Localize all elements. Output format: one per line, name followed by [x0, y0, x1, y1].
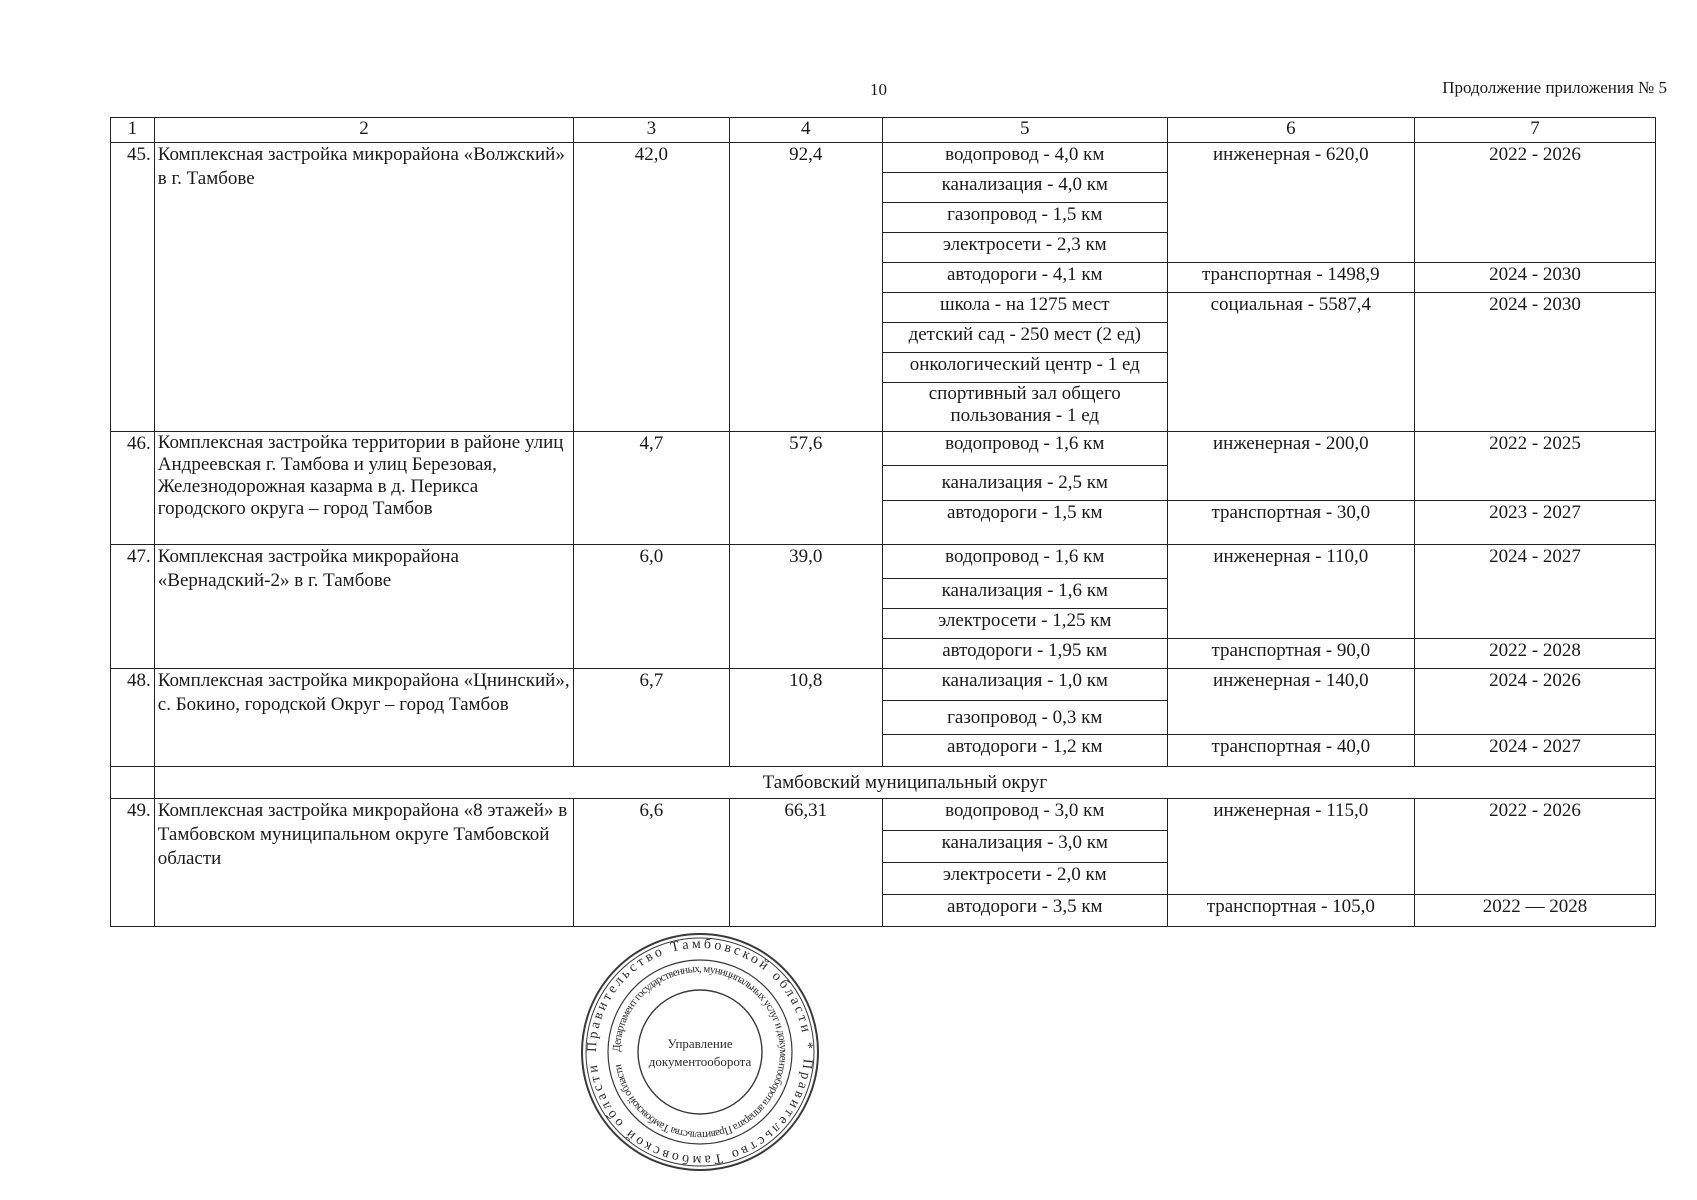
infrastructure-object: канализация - 3,0 км: [882, 831, 1167, 863]
infrastructure-object: водопровод - 4,0 км: [882, 143, 1167, 173]
infrastructure-type: транспортная - 90,0: [1167, 639, 1414, 669]
table-row: [111, 432, 1656, 466]
infrastructure-type: инженерная - 620,0: [1167, 143, 1414, 263]
column-number: 4: [729, 118, 882, 143]
row-number: 45.: [111, 143, 155, 432]
value-col4: 92,4: [729, 143, 882, 432]
column-number: 1: [111, 118, 155, 143]
infrastructure-object: водопровод - 1,6 км: [882, 432, 1167, 466]
column-number-row: [111, 118, 1656, 143]
row-number: 49.: [111, 799, 155, 927]
infrastructure-object: газопровод - 1,5 км: [882, 203, 1167, 233]
infrastructure-table: [110, 117, 1656, 927]
project-name: Комплексная застройка микрорайона «Волжский» в г. Тамбове: [154, 143, 573, 432]
infrastructure-type: инженерная - 200,0: [1167, 432, 1414, 501]
implementation-period: 2022 - 2025: [1415, 432, 1656, 501]
value-col4: 66,31: [729, 799, 882, 927]
implementation-period: 2024 - 2027: [1415, 545, 1656, 639]
section-row: [111, 767, 1656, 799]
infrastructure-object: канализация - 1,6 км: [882, 579, 1167, 609]
infrastructure-object: электросети - 1,25 км: [882, 609, 1167, 639]
row-number: 47.: [111, 545, 155, 669]
value-col4: 39,0: [729, 545, 882, 669]
row-number: 48.: [111, 669, 155, 767]
implementation-period: 2023 - 2027: [1415, 501, 1656, 545]
value-col4: 57,6: [729, 432, 882, 545]
column-number: 6: [1167, 118, 1414, 143]
value-col4: 10,8: [729, 669, 882, 767]
seal-center-line2: документооборота: [648, 1054, 752, 1069]
table-row: [111, 669, 1656, 701]
implementation-period: 2022 - 2026: [1415, 143, 1656, 263]
implementation-period: 2024 - 2026: [1415, 669, 1656, 735]
implementation-period: 2024 - 2030: [1415, 263, 1656, 293]
infrastructure-type: инженерная - 110,0: [1167, 545, 1414, 639]
section-blank: [111, 767, 155, 799]
implementation-period: 2022 - 2028: [1415, 639, 1656, 669]
infrastructure-object: канализация - 4,0 км: [882, 173, 1167, 203]
infrastructure-object: онкологический центр - 1 ед: [882, 353, 1167, 383]
official-seal: [578, 930, 822, 1174]
infrastructure-object: водопровод - 1,6 км: [882, 545, 1167, 579]
column-number: 3: [574, 118, 729, 143]
infrastructure-type: социальная - 5587,4: [1167, 293, 1414, 432]
seal-inner-ring-text: Департамент государственных, муниципальных услуг и документооборота аппарата Правительства Тамбовской области: [610, 962, 790, 1142]
column-number: 7: [1415, 118, 1656, 143]
column-number: 5: [882, 118, 1167, 143]
implementation-period: 2024 - 2027: [1415, 735, 1656, 767]
infrastructure-object: детский сад - 250 мест (2 ед): [882, 323, 1167, 353]
project-name: Комплексная застройка территории в районе улиц Андреевская г. Тамбова и улиц Березовая, Железнодорожная казарма в д. Перикса городского округа – город Тамбов: [154, 432, 573, 545]
implementation-period: 2024 - 2030: [1415, 293, 1656, 432]
value-col3: 6,6: [574, 799, 729, 927]
infrastructure-type: транспортная - 40,0: [1167, 735, 1414, 767]
column-number: 2: [154, 118, 573, 143]
infrastructure-object: автодороги - 1,5 км: [882, 501, 1167, 545]
infrastructure-object: школа - на 1275 мест: [882, 293, 1167, 323]
value-col3: 6,0: [574, 545, 729, 669]
appendix-note: Продолжение приложения № 5: [1442, 78, 1667, 97]
project-name: Комплексная застройка микрорайона «8 этажей» в Тамбовском муниципальном округе Тамбовской области: [154, 799, 573, 927]
infrastructure-object: канализация - 2,5 км: [882, 466, 1167, 501]
implementation-period: 2022 - 2026: [1415, 799, 1656, 895]
infrastructure-type: инженерная - 115,0: [1167, 799, 1414, 895]
infrastructure-object: газопровод - 0,3 км: [882, 701, 1167, 735]
infrastructure-object: спортивный зал общего пользования - 1 ед: [882, 383, 1167, 432]
infrastructure-object: автодороги - 1,2 км: [882, 735, 1167, 767]
table-row: [111, 545, 1656, 579]
implementation-period: 2022 — 2028: [1415, 895, 1656, 927]
infrastructure-type: транспортная - 105,0: [1167, 895, 1414, 927]
project-name: Комплексная застройка микрорайона «Вернадский-2» в г. Тамбове: [154, 545, 573, 669]
infrastructure-object: автодороги - 1,95 км: [882, 639, 1167, 669]
row-number: 46.: [111, 432, 155, 545]
table-row: [111, 799, 1656, 831]
infrastructure-object: автодороги - 3,5 км: [882, 895, 1167, 927]
infrastructure-type: инженерная - 140,0: [1167, 669, 1414, 735]
project-name: Комплексная застройка микрорайона «Цнинский», с. Бокино, городской Округ – город Тамбов: [154, 669, 573, 767]
seal-outer-ring-text: Правительство Тамбовской области * Правительство Тамбовской области: [584, 936, 816, 1168]
value-col3: 42,0: [574, 143, 729, 432]
value-col3: 6,7: [574, 669, 729, 767]
section-title: Тамбовский муниципальный округ: [154, 767, 1655, 799]
infrastructure-object: водопровод - 3,0 км: [882, 799, 1167, 831]
infrastructure-object: электросети - 2,0 км: [882, 863, 1167, 895]
infrastructure-type: транспортная - 30,0: [1167, 501, 1414, 545]
infrastructure-type: транспортная - 1498,9: [1167, 263, 1414, 293]
value-col3: 4,7: [574, 432, 729, 545]
page-number: 10: [870, 80, 887, 99]
seal-center-line1: Управление: [667, 1036, 733, 1051]
infrastructure-object: канализация - 1,0 км: [882, 669, 1167, 701]
infrastructure-object: электросети - 2,3 км: [882, 233, 1167, 263]
table-row: [111, 143, 1656, 173]
infrastructure-object: автодороги - 4,1 км: [882, 263, 1167, 293]
